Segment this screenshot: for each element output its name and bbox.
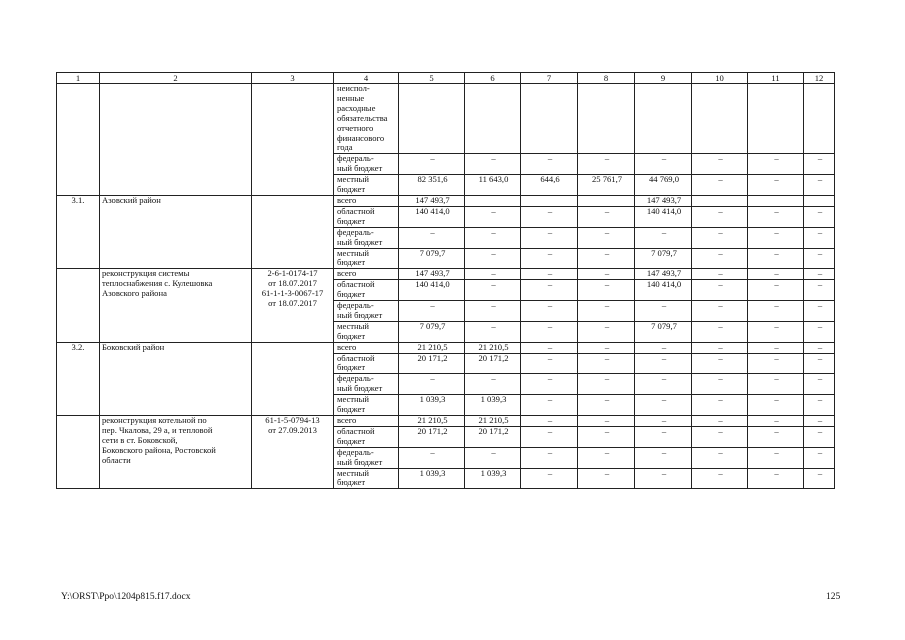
amount-cell: – [804,426,835,447]
amount-cell: – [692,280,748,301]
amount-cell [804,195,835,206]
amount-cell: – [748,342,804,353]
amount-cell: – [635,301,692,322]
amount-cell: – [578,269,635,280]
funding-source-cell: неиспол- ненные расходные обязательства отчетного финансового года [334,84,399,154]
amount-cell: – [578,426,635,447]
amount-cell: – [578,374,635,395]
amount-cell: – [521,280,578,301]
column-number-row [57,73,835,84]
amount-cell: – [804,301,835,322]
registration-number-cell [252,84,334,196]
column-number-cell: 4 [334,73,399,84]
amount-cell: – [692,175,748,196]
amount-cell: – [578,353,635,374]
amount-cell: – [804,248,835,269]
amount-cell: – [465,248,521,269]
amount-cell: 11 643,0 [465,175,521,196]
object-name-cell: Боковский район [100,342,252,415]
funding-source-cell: федераль- ный бюджет [334,154,399,175]
column-number-cell: 8 [578,73,635,84]
funding-source-cell: местный бюджет [334,175,399,196]
funding-source-cell: федераль- ный бюджет [334,227,399,248]
amount-cell: 140 414,0 [635,206,692,227]
funding-source-cell: федераль- ный бюджет [334,447,399,468]
amount-cell: – [804,416,835,427]
amount-cell: 21 210,5 [465,342,521,353]
amount-cell: – [465,154,521,175]
amount-cell [748,195,804,206]
amount-cell: – [635,154,692,175]
amount-cell: – [804,269,835,280]
funding-source-cell: областной бюджет [334,426,399,447]
table-row [57,269,835,280]
column-number-cell: 6 [465,73,521,84]
amount-cell: 140 414,0 [399,206,465,227]
object-name-cell [100,84,252,196]
amount-cell: – [635,447,692,468]
amount-cell: – [465,447,521,468]
object-name-cell: реконструкция котельной по пер. Чкалова, 29 а, и тепловой сети в ст. Боковской, Боковского района, Ростовской области [100,416,252,489]
amount-cell: – [804,468,835,489]
amount-cell: 44 769,0 [635,175,692,196]
amount-cell: – [635,416,692,427]
file-path-footer: Y:\ORST\Ppo\1204p815.f17.docx [61,592,191,602]
amount-cell: 1 039,3 [399,468,465,489]
amount-cell: – [748,447,804,468]
amount-cell: – [465,374,521,395]
table-row [57,342,835,353]
funding-source-cell: областной бюджет [334,280,399,301]
amount-cell: 147 493,7 [635,269,692,280]
amount-cell: 644,6 [521,175,578,196]
amount-cell [635,84,692,154]
amount-cell: 21 210,5 [399,416,465,427]
amount-cell: 25 761,7 [578,175,635,196]
amount-cell: – [521,395,578,416]
object-name-cell: реконструкция системы теплоснабжения с. Кулешовка Азовского района [100,269,252,342]
amount-cell: 7 079,7 [399,248,465,269]
amount-cell: – [748,227,804,248]
amount-cell: – [692,269,748,280]
amount-cell [465,195,521,206]
section-number-cell [57,84,100,196]
funding-source-cell: всего [334,342,399,353]
amount-cell: – [635,395,692,416]
amount-cell [748,84,804,154]
registration-number-cell: 61-1-5-0794-13 от 27.09.2013 [252,416,334,489]
funding-source-cell: всего [334,269,399,280]
column-number-cell: 1 [57,73,100,84]
amount-cell [521,195,578,206]
amount-cell [399,84,465,154]
amount-cell: – [692,426,748,447]
amount-cell: – [465,280,521,301]
amount-cell: – [804,353,835,374]
amount-cell: – [748,468,804,489]
amount-cell: – [521,426,578,447]
amount-cell: – [521,301,578,322]
amount-cell: – [399,301,465,322]
column-number-cell: 2 [100,73,252,84]
object-name-cell: Азовский район [100,195,252,268]
amount-cell: 20 171,2 [399,426,465,447]
funding-source-cell: местный бюджет [334,321,399,342]
amount-cell: – [692,248,748,269]
amount-cell: – [578,321,635,342]
page-number: 125 [826,592,841,602]
amount-cell: – [465,227,521,248]
amount-cell: – [578,154,635,175]
registration-number-cell [252,342,334,415]
amount-cell: 147 493,7 [399,269,465,280]
amount-cell: – [635,468,692,489]
amount-cell: – [748,395,804,416]
amount-cell: – [804,154,835,175]
amount-cell: – [748,353,804,374]
amount-cell: – [578,206,635,227]
table-row [57,416,835,427]
table-row [57,195,835,206]
amount-cell: – [521,269,578,280]
amount-cell: – [578,301,635,322]
amount-cell: 1 039,3 [465,468,521,489]
funding-source-cell: всего [334,195,399,206]
amount-cell: – [635,227,692,248]
amount-cell: – [748,175,804,196]
amount-cell: – [748,206,804,227]
amount-cell: – [635,353,692,374]
funding-source-cell: всего [334,416,399,427]
amount-cell: – [635,426,692,447]
funding-source-cell: федераль- ный бюджет [334,301,399,322]
column-number-cell: 9 [635,73,692,84]
amount-cell: 21 210,5 [465,416,521,427]
amount-cell: – [399,447,465,468]
column-number-cell: 5 [399,73,465,84]
amount-cell: – [521,447,578,468]
amount-cell: – [521,321,578,342]
amount-cell [692,84,748,154]
amount-cell [521,84,578,154]
amount-cell: 20 171,2 [399,353,465,374]
amount-cell: 7 079,7 [635,321,692,342]
section-number-cell: 3.2. [57,342,100,415]
section-number-cell [57,269,100,342]
amount-cell: – [748,301,804,322]
amount-cell: 82 351,6 [399,175,465,196]
amount-cell: 20 171,2 [465,353,521,374]
amount-cell: – [399,374,465,395]
amount-cell: – [578,395,635,416]
amount-cell: – [804,175,835,196]
amount-cell: 147 493,7 [399,195,465,206]
amount-cell: – [804,206,835,227]
registration-number-cell: 2-6-1-0174-17 от 18.07.2017 61-1-1-3-0067-17 от 18.07.2017 [252,269,334,342]
budget-table [56,72,835,489]
amount-cell: – [521,416,578,427]
amount-cell: – [521,342,578,353]
amount-cell: – [399,154,465,175]
amount-cell: – [692,395,748,416]
funding-source-cell: областной бюджет [334,353,399,374]
funding-source-cell: местный бюджет [334,468,399,489]
column-number-cell: 11 [748,73,804,84]
amount-cell: – [692,342,748,353]
column-number-cell: 10 [692,73,748,84]
amount-cell: 20 171,2 [465,426,521,447]
amount-cell: – [399,227,465,248]
amount-cell: – [692,227,748,248]
amount-cell: – [692,301,748,322]
amount-cell: – [748,426,804,447]
amount-cell: – [692,468,748,489]
amount-cell [578,84,635,154]
section-number-cell: 3.1. [57,195,100,268]
amount-cell: – [748,321,804,342]
section-number-cell [57,416,100,489]
amount-cell: 7 079,7 [399,321,465,342]
amount-cell: – [748,280,804,301]
amount-cell: – [578,227,635,248]
column-number-cell: 7 [521,73,578,84]
amount-cell: – [521,206,578,227]
amount-cell: – [692,416,748,427]
amount-cell: – [692,154,748,175]
amount-cell: – [578,416,635,427]
funding-source-cell: местный бюджет [334,395,399,416]
amount-cell: – [692,206,748,227]
amount-cell: 1 039,3 [465,395,521,416]
amount-cell: – [804,227,835,248]
amount-cell: – [692,321,748,342]
amount-cell: – [804,374,835,395]
amount-cell: – [748,269,804,280]
amount-cell: – [521,468,578,489]
amount-cell: – [692,374,748,395]
amount-cell: – [578,342,635,353]
amount-cell [692,195,748,206]
amount-cell: – [804,447,835,468]
amount-cell [804,84,835,154]
amount-cell: – [804,280,835,301]
amount-cell: – [465,301,521,322]
amount-cell: – [521,227,578,248]
amount-cell: – [465,321,521,342]
amount-cell [578,195,635,206]
amount-cell: – [804,395,835,416]
amount-cell: – [465,206,521,227]
registration-number-cell [252,195,334,268]
amount-cell: 140 414,0 [635,280,692,301]
funding-source-cell: областной бюджет [334,206,399,227]
amount-cell: 147 493,7 [635,195,692,206]
amount-cell: – [692,353,748,374]
amount-cell: – [521,154,578,175]
amount-cell: – [521,374,578,395]
amount-cell: – [635,374,692,395]
amount-cell: 140 414,0 [399,280,465,301]
amount-cell: – [748,416,804,427]
table-row [57,84,835,154]
amount-cell: – [578,280,635,301]
amount-cell: 7 079,7 [635,248,692,269]
amount-cell: 1 039,3 [399,395,465,416]
amount-cell: – [748,154,804,175]
amount-cell: – [804,321,835,342]
amount-cell: 21 210,5 [399,342,465,353]
amount-cell: – [521,248,578,269]
amount-cell: – [748,374,804,395]
amount-cell: – [578,468,635,489]
amount-cell: – [578,447,635,468]
funding-source-cell: федераль- ный бюджет [334,374,399,395]
amount-cell: – [692,447,748,468]
amount-cell: – [578,248,635,269]
amount-cell: – [804,342,835,353]
amount-cell: – [521,353,578,374]
amount-cell: – [635,342,692,353]
amount-cell [465,84,521,154]
amount-cell: – [748,248,804,269]
amount-cell: – [465,269,521,280]
column-number-cell: 12 [804,73,835,84]
column-number-cell: 3 [252,73,334,84]
funding-source-cell: местный бюджет [334,248,399,269]
